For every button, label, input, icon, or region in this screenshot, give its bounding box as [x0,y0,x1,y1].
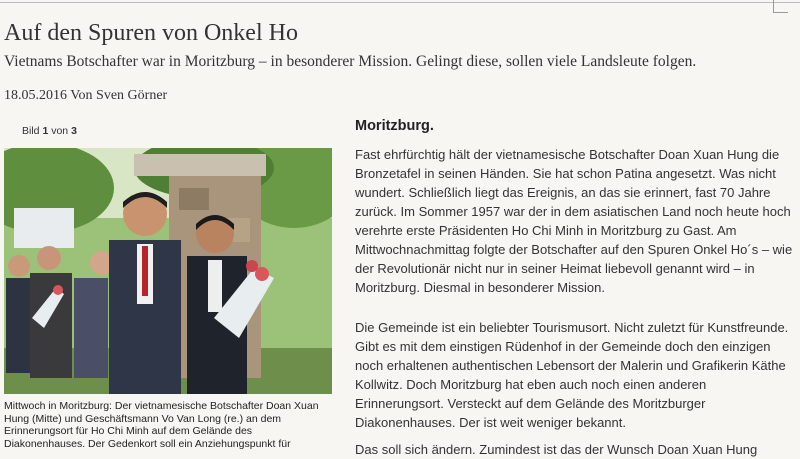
businessman-shirt [208,260,222,312]
article-byline: 18.05.2016 Von Sven Görner [4,88,168,103]
article-paragraph: Fast ehrfürchtig hält der vietnamesische Botschafter Doan Xuan Hung die Bronzetafel in seinen Händen. Sie hat schon Patina angesetzt. Was nicht wundert. Schließlich liegt das Ereignis, an das sie erinnert, fast 70 Jahre zurück. Im Sommer 1957 war der in dem asiatischen Land noch heute hoch verehrte erste Präsidenten Ho Chi Minh in Moritzburg zu Gast. Am Mittwochnachmittag folgte der Botschafter auf den Spuren Onkel Ho´s – wie der Revolutionär nicht nur in seiner Heimat liebevoll genannt wird – in Moritzburg. Diesmal in besonderer Mission. [355,147,793,295]
person-far-left [6,278,32,373]
gallery-counter [22,125,77,137]
rose-2 [246,260,258,272]
photo-caption: Mittwoch in Moritzburg: Der vietnamesische Botschafter Doan Xuan Hung (Mitte) und Geschäftsmann Vo Van Long (re.) an dem Erinnerungsort für Ho Chi Minh auf dem Gelände des Diakonenhauses. Der Gedenkort soll ein Anziehungspunkt für [4,400,319,450]
person-woman [74,278,108,378]
gallery-total: 3 [71,125,77,137]
article-subtitle: Vietnams Botschafter war in Moritzburg – in besonderer Mission. Gelingt diese, sollen viele Landsleute folgen. [4,53,697,70]
gallery-label: Bild [22,125,40,137]
article-photo[interactable] [4,148,332,394]
person-far-left-head [8,255,30,277]
ambassador-tie [142,246,148,296]
background-building [14,208,74,248]
person-left-head [37,246,61,270]
person-left [30,273,72,378]
pillar-stone-1 [179,188,209,210]
top-rule [0,2,800,3]
page-corner-mark [773,0,788,13]
article-paragraph: Die Gemeinde ist ein beliebter Tourismusort. Nicht zuletzt für Kunstfreunde. Gibt es mit dem einstigen Rüdenhof in der Gemeinde doch den einzigen noch erhaltenen authentischen Lebensort der Malerin und Grafikerin Käthe Kollwitz. Doch Moritzburg hat eben auch noch einen anderen Erinnerungsort. Versteckt auf dem Gelände des Moritzburger Diakonenhauses. Der ist weit weniger bekannt. [355,320,789,430]
article-dateline: Moritzburg. [355,118,434,134]
rose-3 [53,285,63,295]
photo-illustration [4,148,332,394]
gallery-current: 1 [42,125,49,137]
pillar-cap [134,154,266,176]
article-paragraph: Das soll sich ändern. Zumindest ist das der Wunsch Doan Xuan Hung [355,442,758,457]
gallery-of-label: von [51,125,69,137]
article-title: Auf den Spuren von Onkel Ho [4,20,298,46]
